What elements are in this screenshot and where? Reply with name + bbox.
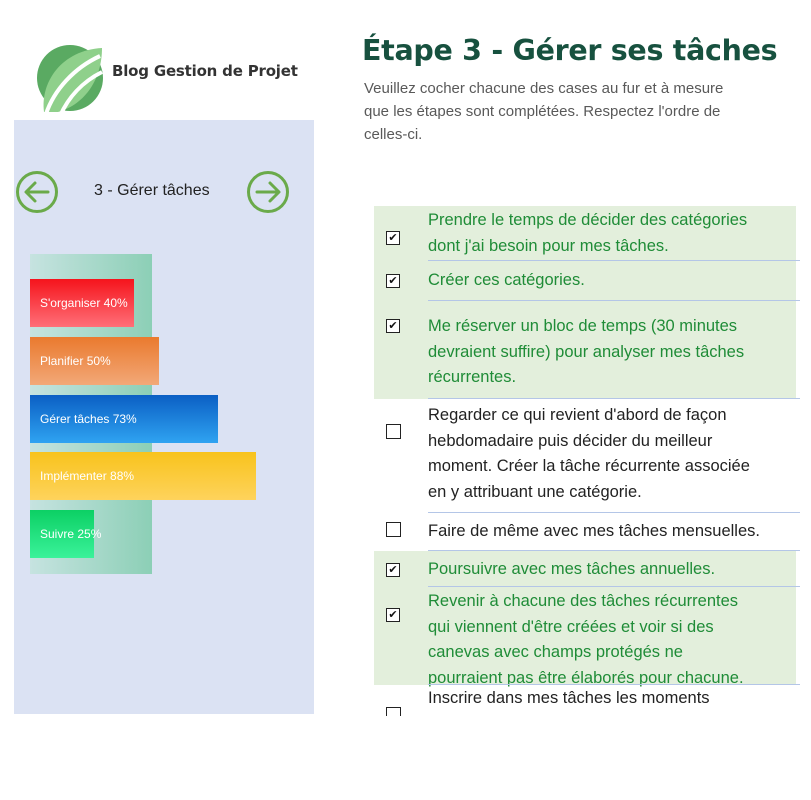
task-checkbox[interactable]: ✔ bbox=[386, 274, 400, 288]
task-text-line: Faire de même avec mes tâches mensuelles. bbox=[428, 522, 760, 540]
task-checkbox[interactable]: ✔ bbox=[386, 563, 400, 577]
task-checkbox[interactable] bbox=[386, 707, 401, 716]
task-text-line: dont j'ai besoin pour mes tâches. bbox=[428, 236, 669, 255]
instructions-line: celles-ci. bbox=[364, 126, 423, 143]
task-item bbox=[374, 513, 796, 551]
instructions bbox=[364, 77, 794, 146]
page-title: Étape 3 - Gérer ses tâches bbox=[362, 34, 778, 67]
task-text-line: moment. Créer la tâche récurrente associée bbox=[428, 457, 750, 475]
task-text-line: Inscrire dans mes tâches les moments bbox=[428, 689, 710, 707]
task-item bbox=[374, 685, 796, 716]
task-text-line: qui viennent d'être créées et voir si des bbox=[428, 617, 714, 636]
task-text-line: récurrentes. bbox=[428, 368, 517, 386]
task-checkbox[interactable]: ✔ bbox=[386, 319, 400, 333]
progress-bar-implementer: Implémenter 88% bbox=[30, 452, 256, 500]
task-checkbox[interactable]: ✔ bbox=[386, 608, 400, 622]
progress-bar-suivre: Suivre 25% bbox=[30, 510, 94, 558]
task-item bbox=[374, 301, 796, 399]
task-text-line: Me réserver un bloc de temps (30 minutes bbox=[428, 317, 738, 335]
task-item bbox=[374, 261, 796, 301]
task-text-line: canevas avec champs protégés ne bbox=[428, 643, 683, 661]
arrow-left-circle-icon[interactable] bbox=[15, 170, 59, 214]
task-text-line: Revenir à chacune des tâches récurrentes bbox=[428, 592, 739, 610]
task-checklist bbox=[374, 206, 800, 716]
progress-bar-organiser: S'organiser 40% bbox=[30, 279, 134, 327]
progress-bar-gerer-taches: Gérer tâches 73% bbox=[30, 395, 218, 443]
task-checkbox[interactable] bbox=[386, 424, 401, 439]
task-item bbox=[374, 206, 796, 261]
task-text-line: Prendre le temps de décider des catégories bbox=[428, 211, 748, 229]
task-text-line: hebdomadaire puis décider du meilleur bbox=[428, 431, 713, 450]
current-step-label: 3 - Gérer tâches bbox=[94, 182, 210, 199]
task-text-line: en y attribuant une catégorie. bbox=[428, 482, 642, 501]
instructions-line: que les étapes sont complétées. Respectez l'ordre de bbox=[364, 103, 721, 120]
task-text-line: Poursuivre avec mes tâches annuelles. bbox=[428, 560, 716, 578]
progress-bar-planifier: Planifier 50% bbox=[30, 337, 159, 385]
task-checkbox[interactable] bbox=[386, 522, 401, 537]
task-text-line: devraient suffire) pour analyser mes tâches bbox=[428, 342, 745, 361]
task-text-line: Regarder ce qui revient d'abord de façon bbox=[428, 406, 727, 424]
instructions-line: Veuillez cocher chacune des cases au fur et à mesure bbox=[364, 80, 724, 97]
arrow-right-circle-icon[interactable] bbox=[246, 170, 290, 214]
task-text-line: Créer ces catégories. bbox=[428, 271, 585, 289]
task-item bbox=[374, 587, 796, 685]
task-item bbox=[374, 399, 796, 513]
brand-name: Blog Gestion de Projet bbox=[112, 62, 298, 80]
leaf-logo-icon bbox=[30, 38, 110, 118]
task-text-line: pourraient pas être élaborés pour chacune. bbox=[428, 668, 744, 687]
task-item bbox=[374, 551, 796, 587]
task-checkbox[interactable]: ✔ bbox=[386, 231, 400, 245]
